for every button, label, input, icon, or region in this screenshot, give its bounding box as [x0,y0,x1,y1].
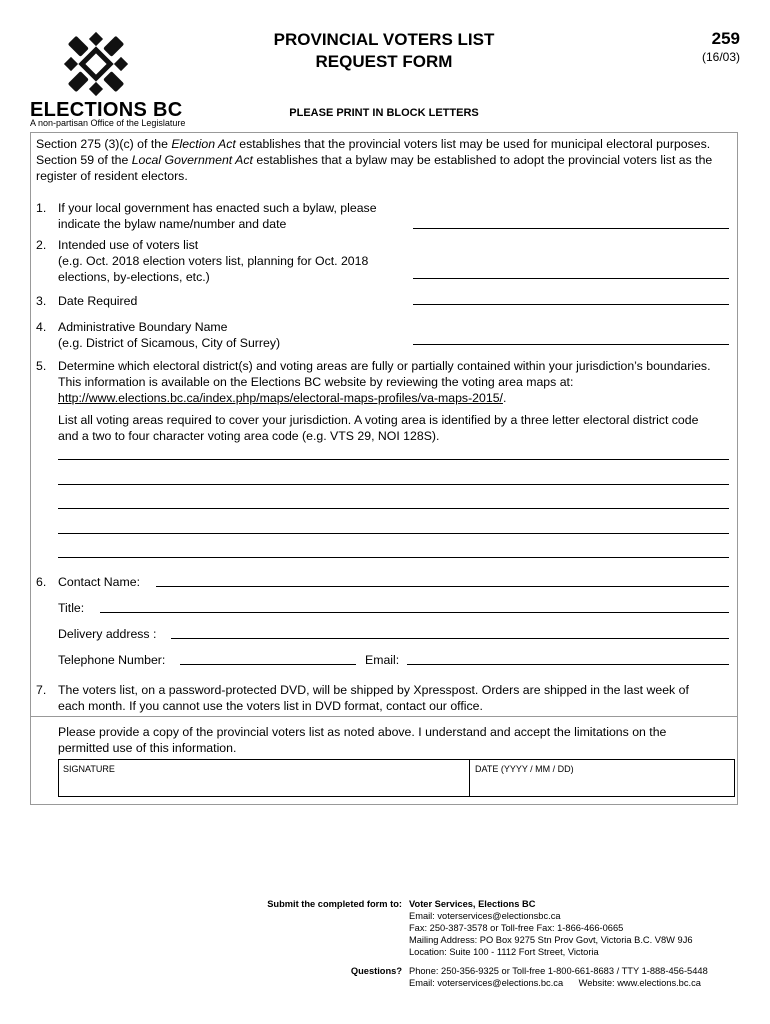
submit-fax: Fax: 250-387-3578 or Toll-free Fax: 1-866-466-0665 [409,923,624,933]
contact-name-field[interactable] [156,586,729,587]
print-note: PLEASE PRINT IN BLOCK LETTERS [289,107,479,119]
voting-areas-line-5[interactable] [58,557,729,558]
item-3-label: Date Required [58,294,138,308]
org-name: ELECTIONS BC [30,99,183,121]
intro-act-name: Election Act [171,137,236,151]
intro-text: establishes that a bylaw may be established to adopt the provincial voters list as the [252,153,713,167]
item-4-label: Administrative Boundary Name (e.g. District of Sicamous, City of Surrey) [58,320,281,350]
title-field[interactable] [100,612,729,613]
section-divider [30,716,738,717]
intro-paragraph [36,136,736,184]
item-1-label: If your local government has enacted such a bylaw, please indicate the bylaw name/number and date [58,201,377,231]
questions-email-website: Email: voterservices@elections.bc.ca Website: www.elections.bc.ca [409,978,701,988]
item-5-instructions: List all voting areas required to cover your jurisdiction. A voting area is identified by a three letter electoral district code and a two to four character voting area code (e.g. VTS 29, NOI 128S). [58,413,699,443]
submit-name: Voter Services, Elections BC [409,899,536,909]
intro-text: register of resident electors. [36,169,188,183]
form-title-line2: REQUEST FORM [315,52,453,71]
intro-text: Section 275 (3)(c) of the [36,137,172,151]
form-number: 259 [711,29,740,48]
voting-areas-line-1[interactable] [58,459,729,460]
questions-details [409,965,759,989]
contact-name-label: Contact Name: [58,575,141,589]
intro-text: Section 59 of the [36,153,132,167]
item-2-number: 2. [36,238,47,252]
title-label: Title: [58,601,85,615]
item-2-label: Intended use of voters list (e.g. Oct. 2018 election voters list, planning for Oct. 2018 elections, by-elections, etc.) [58,238,369,284]
signature-divider [469,760,470,796]
telephone-field[interactable] [180,664,356,665]
form-title-line1: PROVINCIAL VOTERS LIST [273,30,495,49]
elections-bc-logo-icon [60,28,132,100]
delivery-address-field[interactable] [171,638,729,639]
voting-areas-line-3[interactable] [58,508,729,509]
signature-label: SIGNATURE [63,764,115,774]
intended-use-field[interactable] [413,278,729,279]
email-field[interactable] [407,664,729,665]
telephone-label: Telephone Number: [58,653,166,667]
item-4-number: 4. [36,320,47,334]
item-6-number: 6. [36,575,47,589]
voting-area-maps-link[interactable]: http://www.elections.bc.ca/index.php/maps/electoral-maps-profiles/va-maps-2015/ [58,391,503,405]
date-label: DATE (YYYY / MM / DD) [475,764,574,774]
item-7-text: The voters list, on a password-protected DVD, will be shipped by Xpresspost. Orders are shipped in the last week of each month. If you cannot use the voters list in DVD format, contact our office. [58,683,689,713]
signature-date-field[interactable] [471,774,734,796]
consent-text: Please provide a copy of the provincial voters list as noted above. I understand and accept the limitations on the permitted use of this information. [58,725,667,755]
signature-field[interactable] [59,774,468,796]
voting-areas-line-4[interactable] [58,533,729,534]
org-tagline: A non-partisan Office of the Legislature [30,118,186,128]
item-1-number: 1. [36,201,47,215]
item-3-number: 3. [36,294,47,308]
submit-label: Submit the completed form to: [267,899,402,909]
voting-areas-line-2[interactable] [58,484,729,485]
intro-act-name: Local Government Act [131,153,253,167]
form-title [250,29,518,73]
item-5-text: Determine which electoral district(s) and voting areas are fully or partially contained within your jurisdiction’s boundaries. This information is available on the Elections BC website by reviewing the voting area maps at: http://www.elections.bc.ca/index.php/maps/electoral-maps-profiles/va-maps-2015/. [58,359,711,405]
questions-label: Questions? [350,966,402,976]
date-required-field[interactable] [413,304,729,305]
submit-details [409,898,749,958]
bylaw-field[interactable] [413,228,729,229]
boundary-name-field[interactable] [413,344,729,345]
submit-location: Location: Suite 100 - 1112 Fort Street, Victoria [409,947,599,957]
email-label: Email: [365,653,400,667]
submit-mailing-address: Mailing Address: PO Box 9275 Stn Prov Govt, Victoria B.C. V8W 9J6 [409,935,693,945]
item-5-number: 5. [36,359,47,373]
submit-email: Email: voterservices@electionsbc.ca [409,911,561,921]
intro-text: establishes that the provincial voters list may be used for municipal electoral purposes. [235,137,711,151]
item-7-number: 7. [36,683,47,697]
form-revision: (16/03) [701,50,740,64]
delivery-address-label: Delivery address : [58,627,157,641]
questions-phone: Phone: 250-356-9325 or Toll-free 1-800-661-8683 / TTY 1-888-456-5448 [409,966,708,976]
